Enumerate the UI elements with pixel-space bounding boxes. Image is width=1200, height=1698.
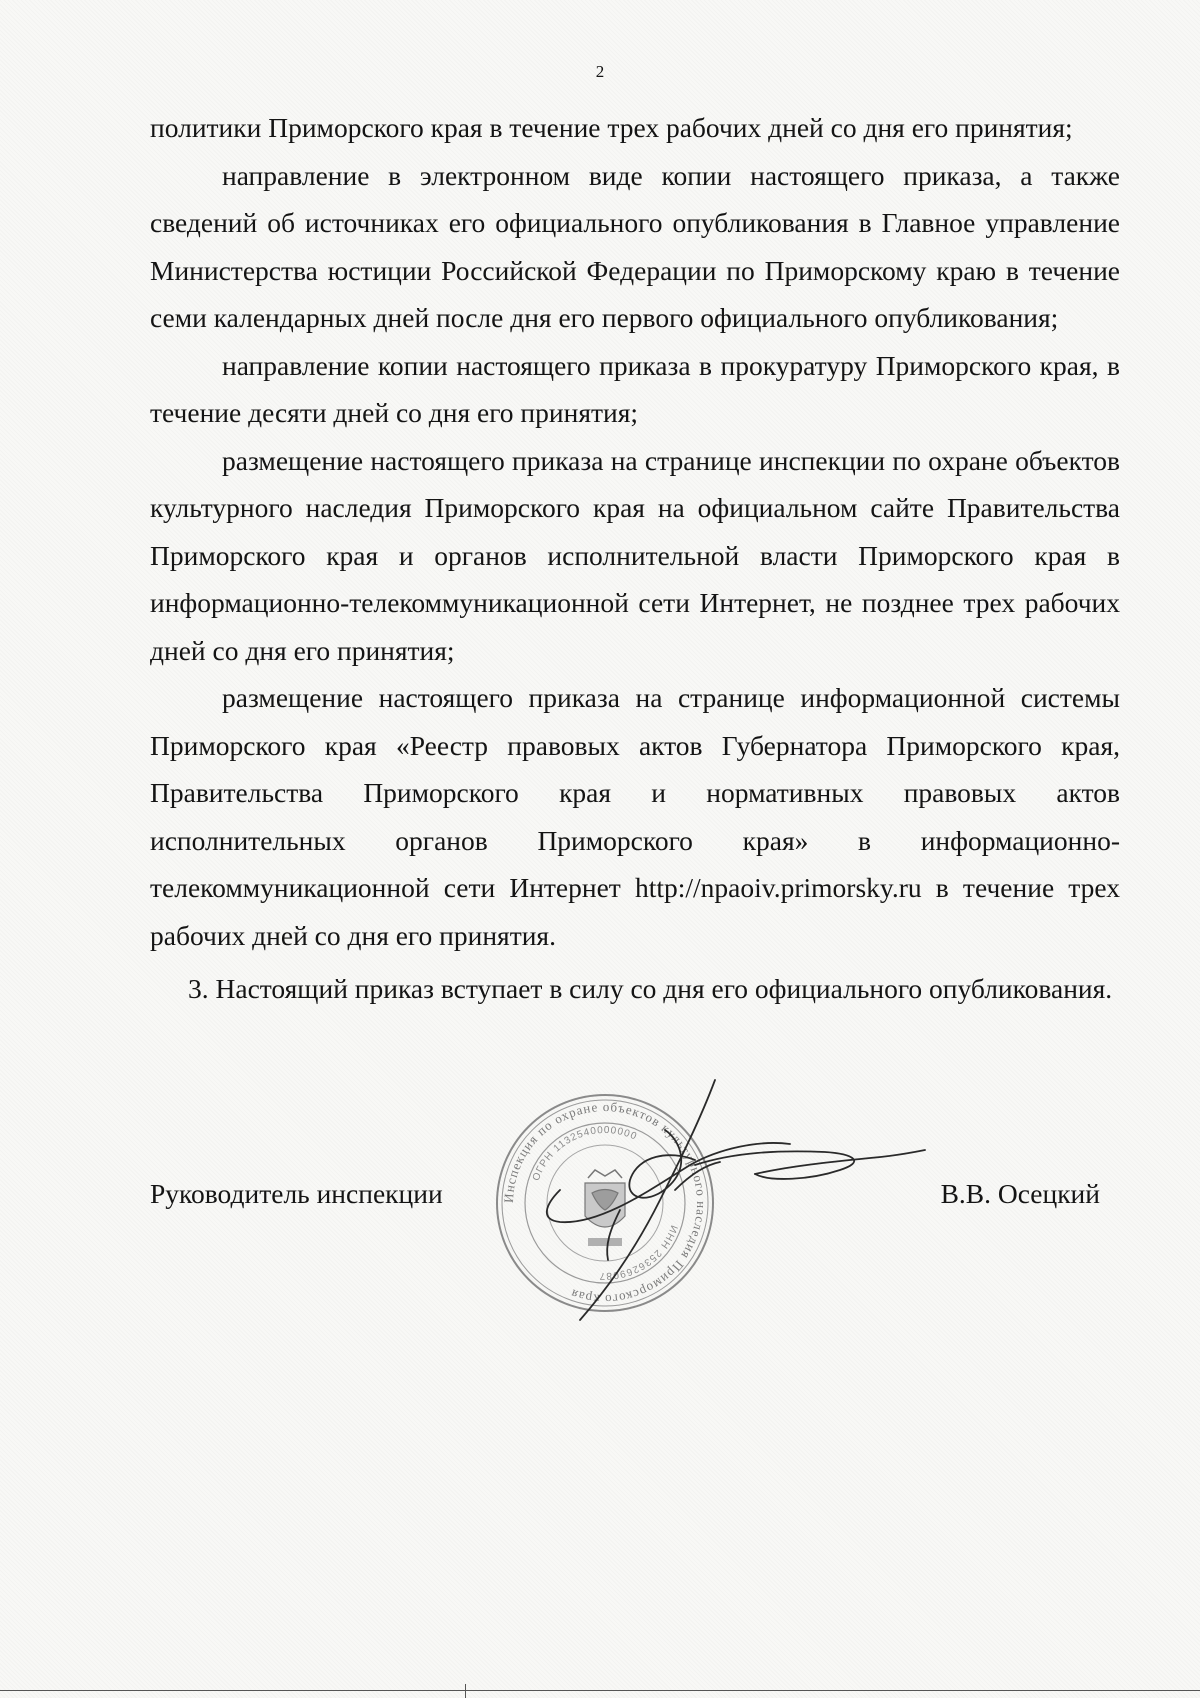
signature-block [150, 1178, 1120, 1218]
signer-position: Руководитель инспекции [150, 1178, 443, 1209]
bottom-tick-mark [465, 1684, 466, 1698]
signer-name: В.В. Осецкий [940, 1178, 1100, 1209]
seal-outer-text: Инспекция по охране объектов культурного наследия Приморского края [500, 1098, 710, 1308]
paragraph-prosecutor: направление копии настоящего приказа в прокуратуру Приморского края, в течение десяти дней со дня его принятия; [150, 349, 1120, 428]
paragraph-registry-placement: размещение настоящего приказа на странице информационной системы Приморского края «Реестр правовых актов Губернатора Приморского края, Правительства Приморского края и нормативных правовых актов исполнительных органов Приморского края» в информационно-телекоммуникационной сети Интернет http://npaoiv.primorsky.ru в течение трех рабочих дней со дня его принятия. [150, 682, 1120, 951]
bottom-divider [0, 1690, 1200, 1691]
seal-ogrn-text: ОГРН 1132540000000 [530, 1124, 639, 1183]
paragraph-ministry-of-justice: направление в электронном виде копии настоящего приказа, а также сведений об источниках его официального опубликования в Главное управление Министерства юстиции Российской Федерации по Приморскому краю в течение семи календарных дней после дня его первого официального опубликования; [150, 159, 1120, 333]
seal-inn-text: ИНН 2536269087 [598, 1223, 680, 1282]
paragraph-entry-into-force: 3. Настоящий приказ вступает в силу со дня его официального опубликования. [188, 973, 1113, 1004]
paragraph-website-placement: размещение настоящего приказа на странице инспекции по охране объектов культурного наследия Приморского края на официальном сайте Правительства Приморского края и органов исполнительной власти Приморского края в информационно-телекоммуникационной сети Интернет, не позднее трех рабочих дней со дня его принятия; [150, 444, 1120, 666]
document-body [150, 104, 1120, 1013]
page-number: 2 [595, 62, 605, 81]
paragraph-continuation: политики Приморского края в течение трех рабочих дней со дня его принятия; [150, 112, 1073, 143]
